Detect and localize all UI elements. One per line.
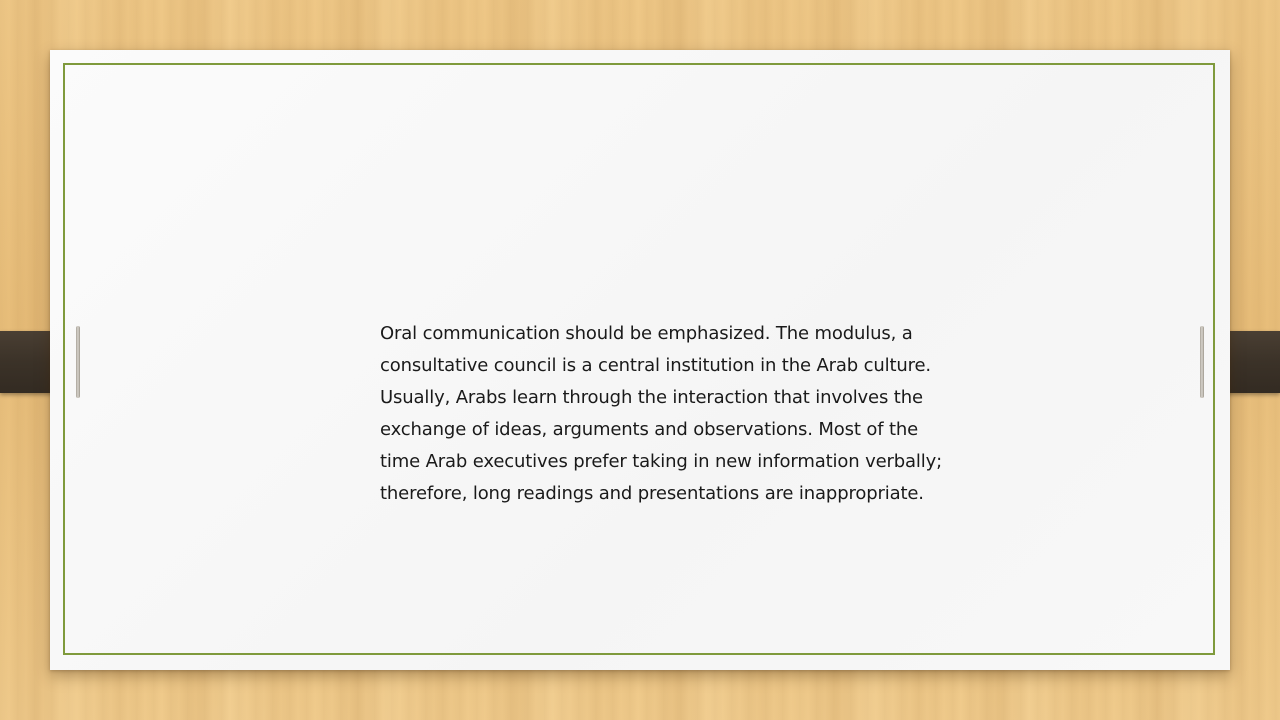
right-tab-edge bbox=[1200, 326, 1204, 398]
paragraph-line: therefore, long readings and presentations are inappropriate. bbox=[380, 483, 924, 504]
slide-body-paragraph bbox=[380, 318, 1010, 510]
paragraph-line: consultative council is a central institution in the Arab culture. bbox=[380, 355, 931, 376]
paragraph-line: exchange of ideas, arguments and observations. Most of the bbox=[380, 419, 919, 440]
slide-card bbox=[50, 50, 1230, 670]
paragraph-line: Usually, Arabs learn through the interaction that involves the bbox=[380, 387, 923, 408]
paragraph-line: Oral communication should be emphasized. The modulus, a bbox=[380, 323, 913, 344]
left-tab-edge bbox=[76, 326, 80, 398]
paragraph-line: time Arab executives prefer taking in new information verbally; bbox=[380, 451, 943, 472]
